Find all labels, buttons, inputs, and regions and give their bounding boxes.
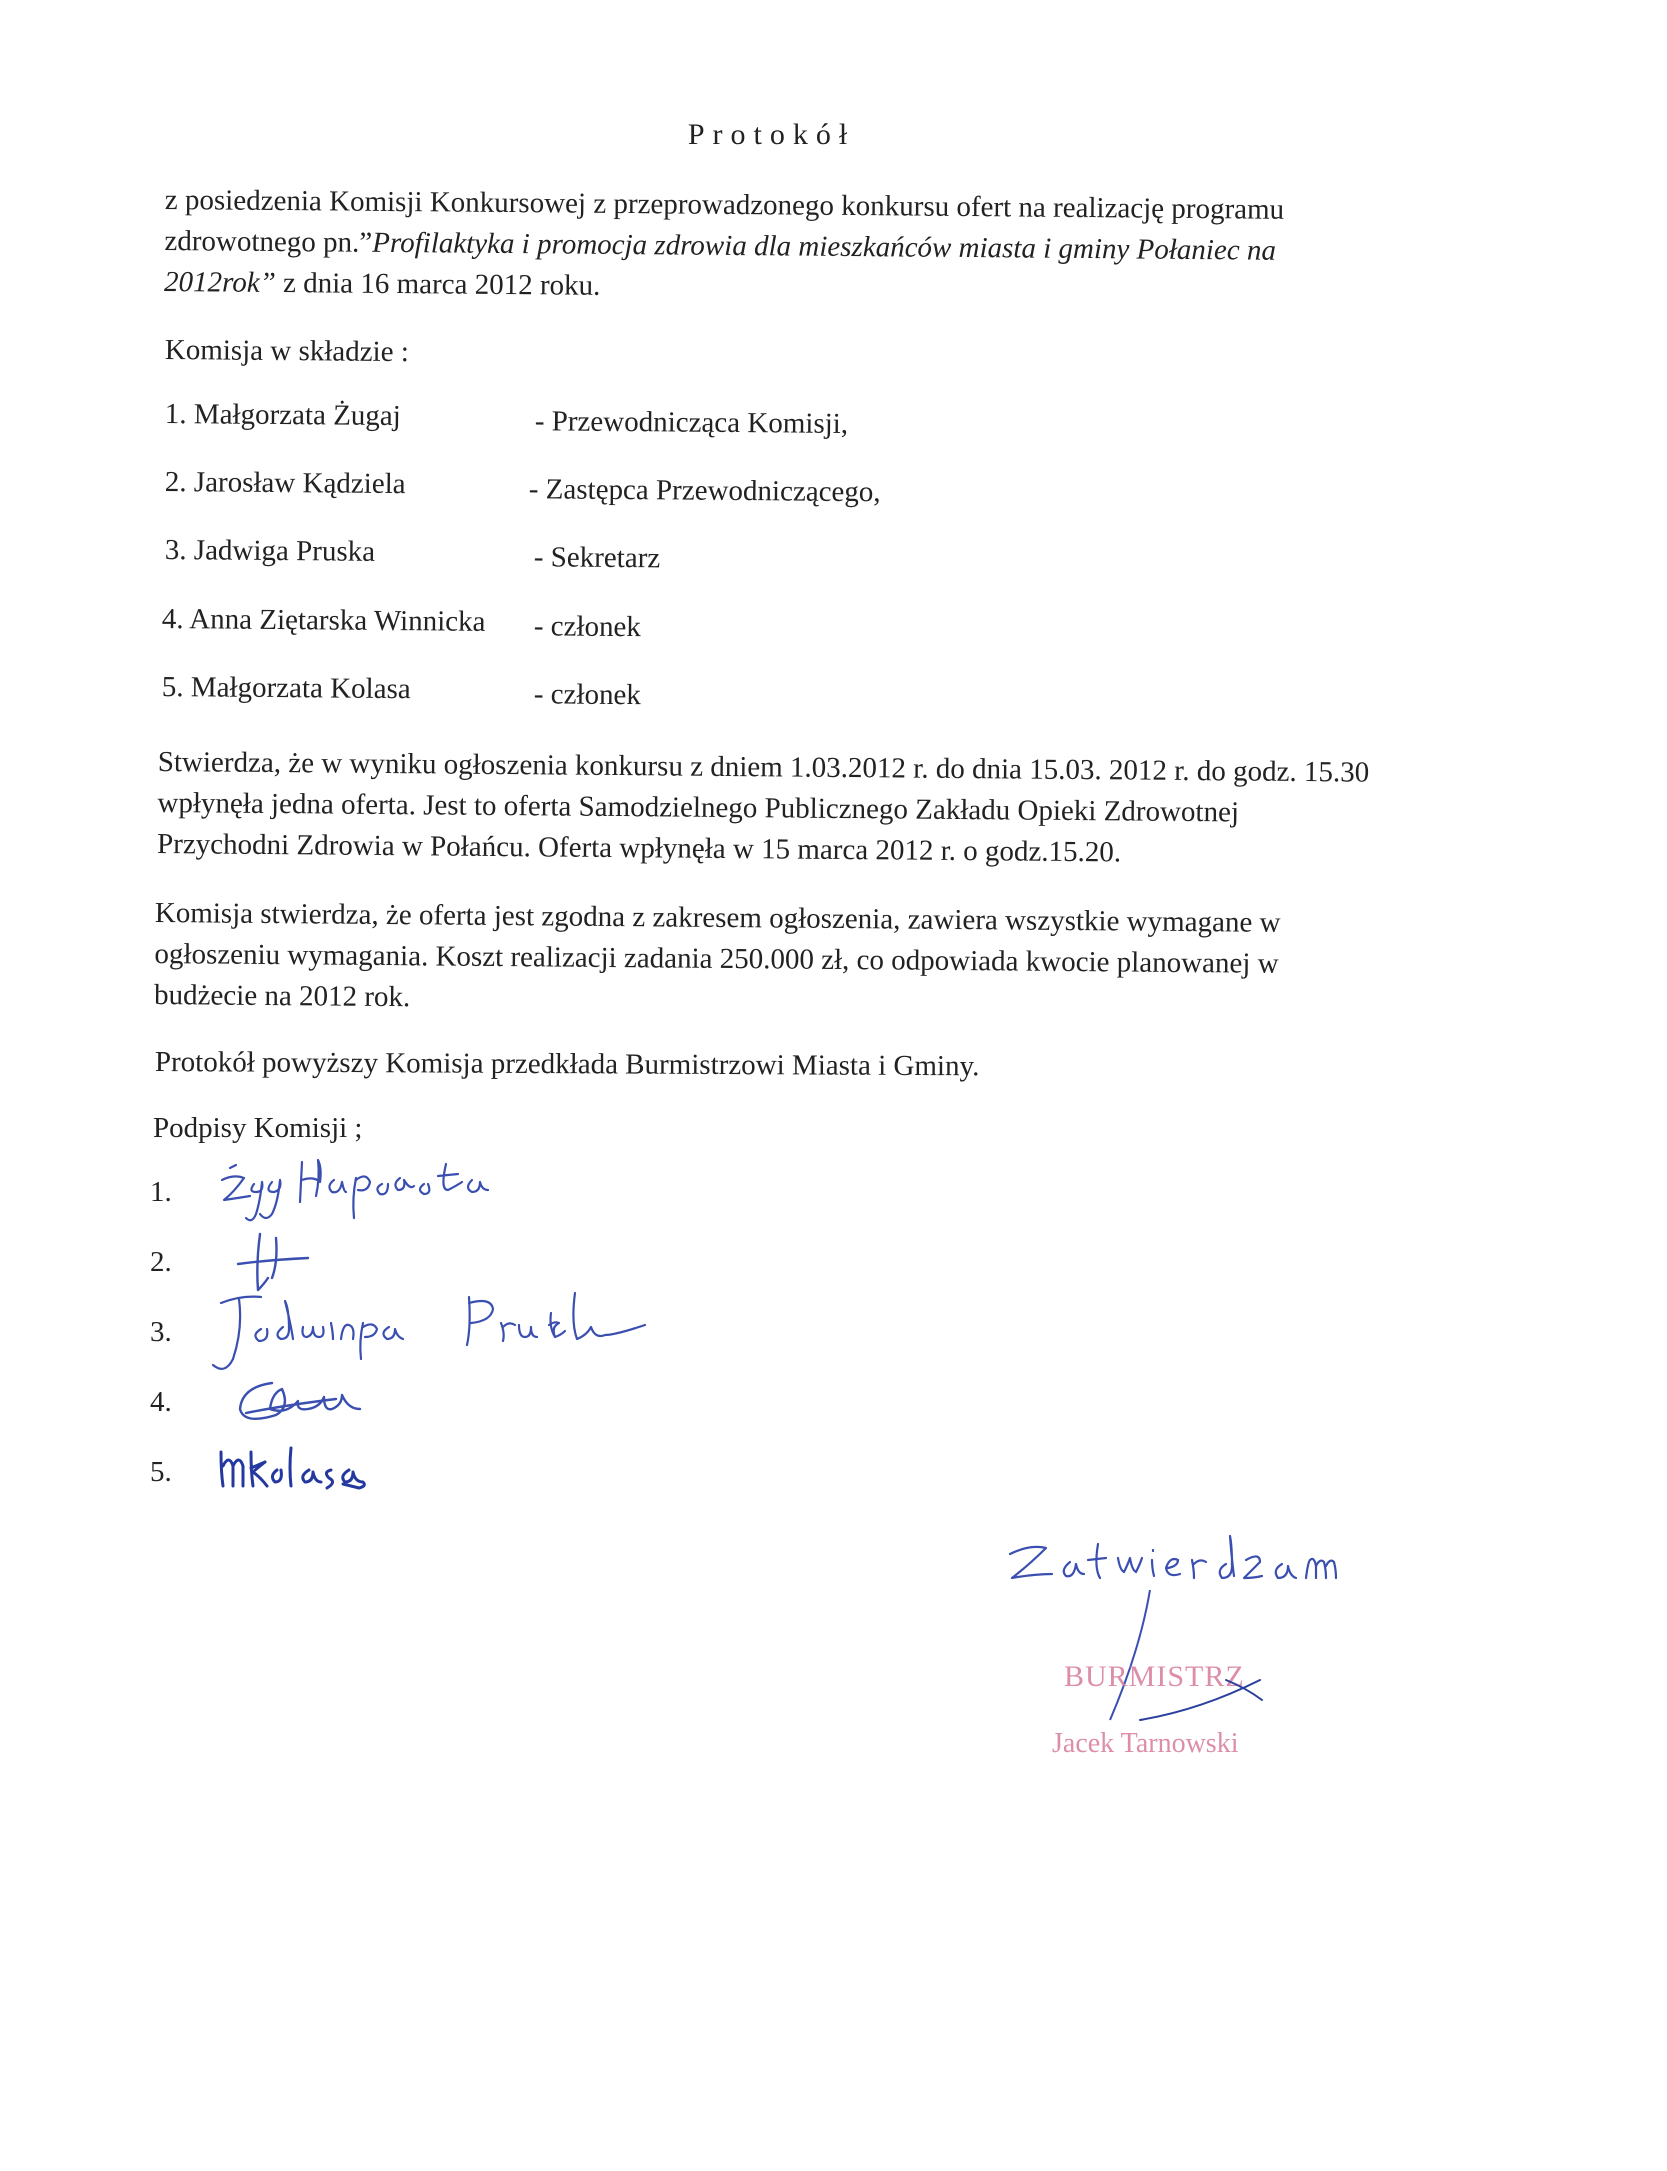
- member-role: - Zastępca Przewodniczącego,: [528, 473, 881, 509]
- signature-number: 1.: [150, 1176, 172, 1208]
- member-role: - członek: [533, 678, 642, 712]
- stamp-title: BURMISTRZ: [1064, 1660, 1245, 1693]
- submission-paragraph: Protokół powyższy Komisja przedkłada Burmistrzowi Miasta i Gminy.: [154, 1046, 980, 1083]
- member-name: 4. Anna Ziętarska Winnicka: [161, 603, 486, 638]
- member-role: - Sekretarz: [533, 541, 661, 575]
- signature-zugaj: [210, 1150, 530, 1240]
- signature-number: 2.: [150, 1246, 172, 1278]
- member-name: 3. Jadwiga Pruska: [164, 534, 376, 568]
- signature-number: 4.: [150, 1386, 172, 1418]
- program-name: Profilaktyka i promocja zdrowia dla mieszkańców miasta i gminy Połaniec na 2012rok”: [163, 226, 1277, 299]
- signature-kolasa: [215, 1440, 375, 1500]
- member-name: 1. Małgorzata Żugaj: [164, 398, 401, 433]
- stamp-name: Jacek Tarnowski: [1052, 1728, 1239, 1759]
- document-title: Protokół: [687, 118, 856, 151]
- member-role: - członek: [533, 610, 642, 644]
- intro-date: z dnia 16 marca 2012 roku.: [275, 266, 601, 302]
- signatures-heading: Podpisy Komisji ;: [153, 1112, 363, 1144]
- approval-handwriting: [1000, 1520, 1450, 1620]
- signature-number: 5.: [150, 1456, 172, 1488]
- intro-text-start: z posiedzenia Komisji Konkursowej z przeprowadzonego konkursu ofert na realizację programu zdrowotnego pn.”: [164, 183, 1285, 259]
- member-name: 2. Jarosław Kądziela: [164, 466, 406, 501]
- committee-heading: Komisja w składzie :: [164, 333, 410, 369]
- member-role: - Przewodnicząca Komisji,: [534, 405, 849, 440]
- signature-zietarska: [232, 1365, 392, 1435]
- member-name: 5. Małgorzata Kolasa: [161, 671, 411, 706]
- approval-block: [1000, 1520, 1480, 1820]
- offer-paragraph: Stwierdza, że w wyniku ogłoszenia konkursu z dniem 1.03.2012 r. do dnia 15.03. 2012 r. do godz. 15.30 wpłynęła jedna oferta. Jest to oferta Samodzielnego Publicznego Zakładu Opieki Zdrowotnej Przychodni Zdrowia w Połańcu. Oferta wpłynęła w 15 marca 2012 r. o godz.15.20.: [156, 745, 1370, 869]
- signature-number: 3.: [150, 1316, 172, 1348]
- approval-signature-stroke: [1000, 1640, 1340, 1800]
- intro-paragraph: [164, 180, 1395, 314]
- evaluation-paragraph: Komisja stwierdza, że oferta jest zgodna z zakresem ogłoszenia, zawiera wszystkie wymagane w ogłoszeniu wymagania. Koszt realizacji zadania 250.000 zł, co odpowiada kwocie planowanej w budżecie na 2012 rok.: [153, 896, 1281, 1014]
